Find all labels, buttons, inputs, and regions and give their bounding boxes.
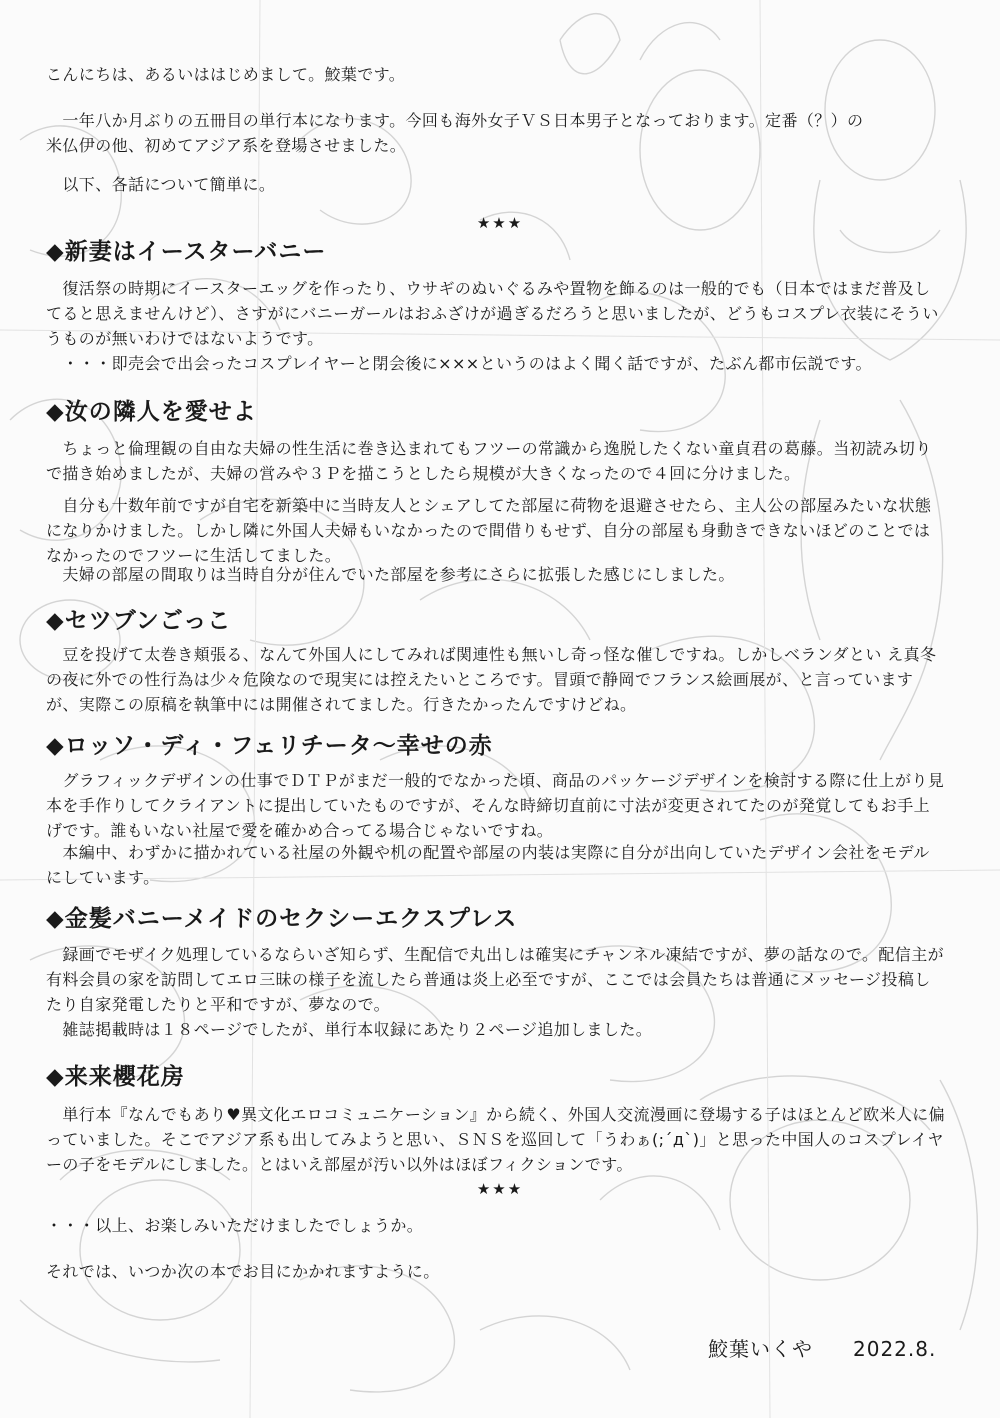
closing-text: ・・・以上、お楽しみいただけましたでしょうか。 xyxy=(46,1216,424,1235)
section-paragraph: 録画でモザイク処理しているならいざ知らず、生配信で丸出しは確実にチャンネル凍結ですが、夢の話なので。配信主が有料会員の家を訪問してエロ三昧の様子を流したら普通は炎上必至ですが、ここでは会員たちは普通にメッセージ投稿したり自家発電したりと平和ですが、夢なので。 xyxy=(46,945,945,1014)
section-paragraph: ・・・即売会で出会ったコスプレイヤーと閉会後に×××というのはよく聞く話ですが、たぶん都市伝説です。 xyxy=(46,354,872,373)
section-paragraph: ちょっと倫理観の自由な夫婦の性生活に巻き込まれてもフツーの常識から逸脱したくない童貞君の葛藤。当初読み切りで描き始めましたが、夫婦の営みや３Ｐを描こうとしたら規模が大きくなったので４回に分けました。 xyxy=(46,439,932,483)
section-title: ◆新妻はイースターバニー xyxy=(46,239,327,265)
closing-text: それでは、いつか次の本でお目にかかれますように。 xyxy=(46,1262,440,1281)
signature-date: 2022.8. xyxy=(853,1337,937,1361)
section-title: ◆金髪バニーメイドのセクシーエクスプレス xyxy=(46,906,518,932)
section-paragraph: 本編中、わずかに描かれている社屋の外観や机の配置や部屋の内装は実際に自分が出向していたデザイン会社をモデルにしています。 xyxy=(46,843,930,887)
section-paragraph: グラフィックデザインの仕事でＤＴＰがまだ一般的でなかった頃、商品のパッケージデザインを検討する際に仕上がり見本を手作りしてクライアントに提出していたものですが、そんな時締切直前に寸法が変更されてたのが発覚してもお手上げです。誰もいない社屋で愛を確かめ合ってる場合じゃないですね。 xyxy=(46,771,945,840)
intro-paragraph-2: 以下、各話について簡単に。 xyxy=(46,175,276,194)
greeting-text: こんにちは、あるいははじめまして。鮫葉です。 xyxy=(46,65,406,84)
author-name: 鮫葉いくや xyxy=(708,1337,813,1361)
signature xyxy=(708,1333,976,1362)
section-paragraph: 夫婦の部屋の間取りは当時自分が住んでいた部屋を参考にさらに拡張した感じにしました。 xyxy=(46,565,735,584)
section-paragraph: 自分も十数年前ですが自宅を新築中に当時友人とシェアしてた部屋に荷物を退避させたら、主人公の部屋みたいな状態になりかけました。しかし隣に外国人夫婦もいなかったので間借りもせず、自分の部屋も身動きできないほどのことではなかったのでフツーに生活してました。 xyxy=(46,496,932,565)
section-title: ◆セツブンごっこ xyxy=(46,608,232,634)
section-title: ◆ロッソ・ディ・フェリチータ～幸せの赤 xyxy=(46,733,493,759)
section-paragraph: 復活祭の時期にイースターエッグを作ったり、ウサギのぬいぐるみや置物を飾るのは一般的でも（日本ではまだ普及してると思えませんけど）、さすがにバニーガールはおふざけが過ぎるだろうと思いましたが、どうもコスプレ衣装にそういうものが無いわけではないようです。 xyxy=(46,279,939,348)
separator-stars: ★★★ xyxy=(476,214,524,232)
section-paragraph: 雑誌掲載時は１８ページでしたが、単行本収録にあたり２ページ追加しました。 xyxy=(46,1020,653,1039)
separator-stars: ★★★ xyxy=(476,1180,524,1198)
section-title: ◆汝の隣人を愛せよ xyxy=(46,399,257,425)
section-paragraph: 単行本『なんでもあり♥異文化エロコミュニケーション』から続く、外国人交流漫画に登場する子はほとんど欧米人に偏っていました。そこでアジア系も出してみようと思い、ＳＮＳを巡回して「うわぁ(;´д`)」と思った中国人のコスプレイヤーの子をモデルにしました。とはいえ部屋が汚い以外はほぼフィクションです。 xyxy=(46,1105,946,1174)
section-title: ◆来来櫻花房 xyxy=(46,1064,185,1090)
section-paragraph: 豆を投げて太巻き頬張る、なんて外国人にしてみれば関連性も無いし奇っ怪な催しですね。しかしベランダとい え真冬の夜に外での性行為は少々危険なので現実には控えたいところです。冒頭で静岡でフランス絵画展が、と言っていますが、実際この原稿を執筆中には開催されてました。行きたかったんですけどね。 xyxy=(46,645,937,714)
intro-paragraph: 一年八か月ぶりの五冊目の単行本になります。今回も海外女子ＶＳ日本男子となっております。定番（？）の 米仏伊の他、初めてアジア系を登場させました。 xyxy=(46,111,864,155)
